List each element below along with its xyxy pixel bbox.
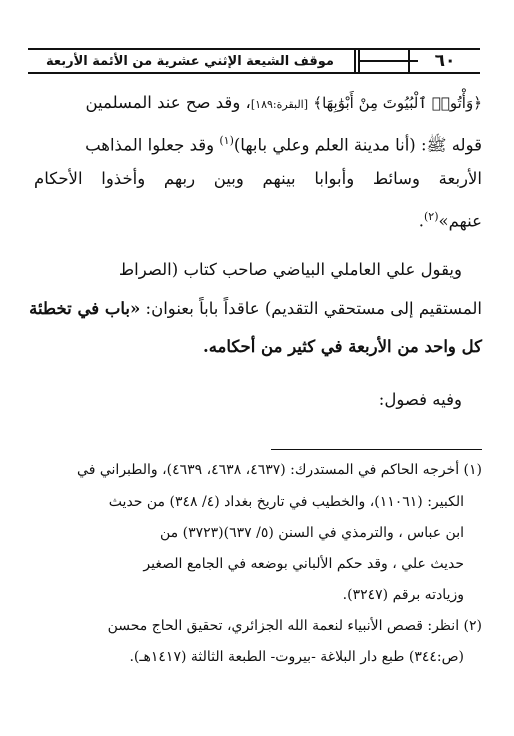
- body-text: قوله ﷺ: (أنا مدينة العلم وعلي بابها): [233, 135, 482, 155]
- body-line-5: ويقول علي العاملي البياضي صاحب كتاب (الصراط: [118, 260, 462, 279]
- body-text: .: [418, 211, 424, 231]
- body-line-8: وفيه فصول:: [378, 390, 462, 409]
- quran-verse: ﴿وَأْتُوا۟ ٱلْبُيُوتَ مِنْ أَبْوَٰبِهَا﴾: [313, 94, 482, 112]
- footnote-1-line-5: وزيادته برقم (٣٢٤٧).: [342, 587, 464, 603]
- footnote-marker-2: (٢): [423, 210, 439, 223]
- footnote-2-line-2: (ص:٣٤٤) طبع دار البلاغة -بيروت- الطبعة الثالثة (١٤١٧هـ).: [129, 649, 464, 665]
- body-line-4: [34, 202, 482, 237]
- body-line-3: الأربعة وسائط وأبوابا بينهم وبين ربهم وأخذوا الأحكام: [34, 169, 482, 188]
- running-title: موقف الشيعة الإثني عشرية من الأئمة الأربعة: [46, 54, 334, 69]
- header-separator: [354, 50, 356, 72]
- body-text: عنهم»: [438, 211, 482, 231]
- verse-reference: [البقرة:١٨٩]: [250, 98, 309, 111]
- footnote-2-line-1: (٢) انظر: قصص الأنبياء لنعمة الله الجزائري، تحقيق الحاج محسن: [107, 618, 482, 634]
- body-text: ، وقد صح عند المسلمين: [85, 93, 251, 112]
- body-line-1: [34, 88, 482, 120]
- body-line-7: كل واحد من الأربعة في كثير من أحكامه.: [202, 337, 482, 356]
- footnote-1-line-2: الكبير: (١١٠٦١)، والخطيب في تاريخ بغداد (٤/ ٣٤٨) من حديث: [108, 494, 464, 510]
- footnote-1-line-3: ابن عباس ، والترمذي في السنن (٥/ ٦٣٧)(٣٧٢٣) من: [160, 525, 464, 541]
- body-line-6: [29, 294, 482, 324]
- footnote-1-line-1: (١) أخرجه الحاكم في المستدرك: (٤٦٣٧، ٤٦٣٨، ٤٦٣٩)، والطبراني في: [77, 462, 482, 478]
- footnote-divider: [271, 449, 482, 450]
- page-number: ٦٠: [408, 48, 480, 74]
- footnote-marker-1: (١): [219, 134, 234, 147]
- footnote-1-line-4: حديث علي ، وقد حكم الألباني بوضعه في الجامع الصغير: [143, 556, 464, 572]
- chapter-title-text: «باب في تخطئة: [29, 299, 141, 318]
- body-text: وقد جعلوا المذاهب: [85, 135, 220, 155]
- body-line-2: [34, 126, 482, 161]
- page-header: [28, 48, 480, 74]
- header-rule-bottom: [28, 72, 480, 74]
- body-text: المستقيم إلى مستحقي التقديم) عاقداً باباً بعنوان:: [140, 299, 482, 318]
